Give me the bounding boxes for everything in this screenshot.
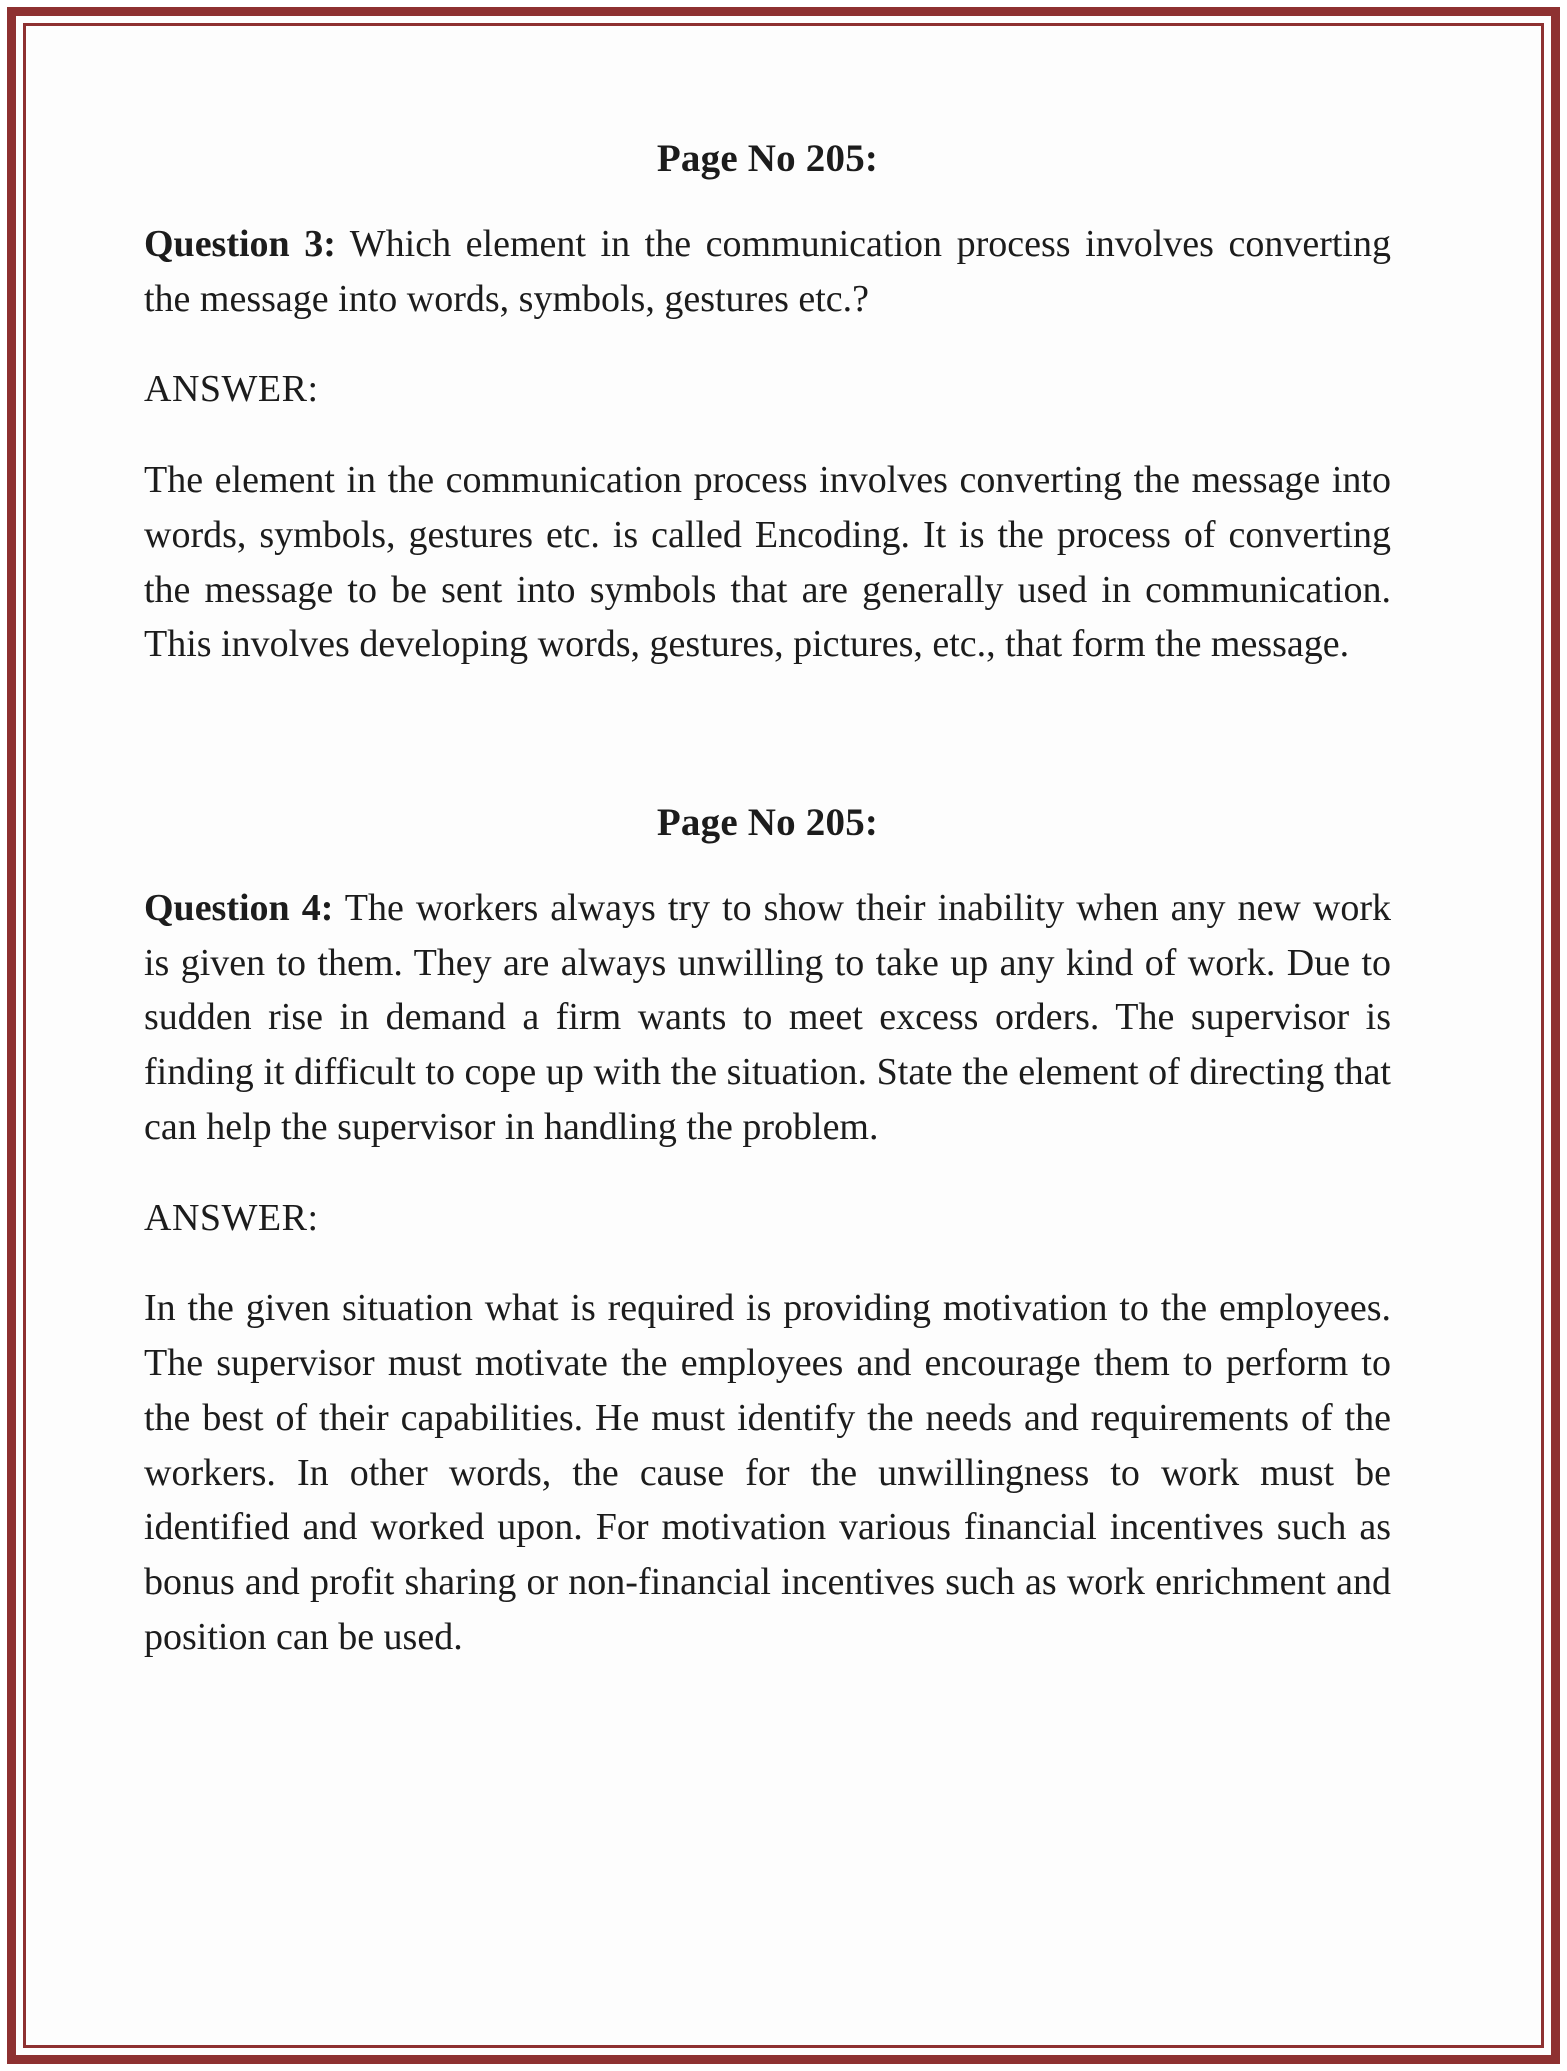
- page-heading: Page No 205:: [656, 137, 879, 180]
- question-label: Question 3:: [144, 223, 336, 265]
- page-border-outer: [7, 7, 1560, 2064]
- answer-label: ANSWER:: [144, 368, 319, 411]
- document-content: [26, 26, 1541, 2045]
- qa-section-question-4: [144, 800, 1391, 1664]
- answer-paragraph: In the given situation what is required is providing motivation to the employees. The supervisor must motivate the employees and encourage them to perform to the best of their capabilities. He must identify the needs and requirements of the workers. In other words, the cause for the unwillingness to work must be identified and worked upon. For motivation various financial incentives such as bonus and profit sharing or non-financial incentives such as work enrichment and position can be used.: [144, 1287, 1391, 1658]
- qa-section-question-3: [144, 136, 1391, 672]
- page-heading: Page No 205:: [656, 801, 879, 845]
- answer-label: ANSWER:: [144, 1196, 319, 1239]
- question-label: Question 4:: [144, 887, 334, 930]
- question-text: Which element in the communication process involves converting the message into words, symbols, gestures etc.?: [144, 223, 1391, 320]
- question-paragraph: [144, 881, 1391, 1155]
- question-text: The workers always try to show their inability when any new work is given to them. They are always unwilling to take up any kind of work. Due to sudden rise in demand a firm wants to meet excess orders. The supervisor is finding it difficult to cope up with the situation. State the element of directing that can help the supervisor in handling the problem.: [144, 887, 1391, 1148]
- page-border-inner: [23, 23, 1544, 2048]
- answer-paragraph: The element in the communication process involves converting the message into words, symbols, gestures etc. is called Encoding. It is the process of converting the message to be sent into symbols that are generally used in communication. This involves developing words, gestures, pictures, etc., that form the message.: [144, 459, 1391, 666]
- question-paragraph: [144, 217, 1391, 326]
